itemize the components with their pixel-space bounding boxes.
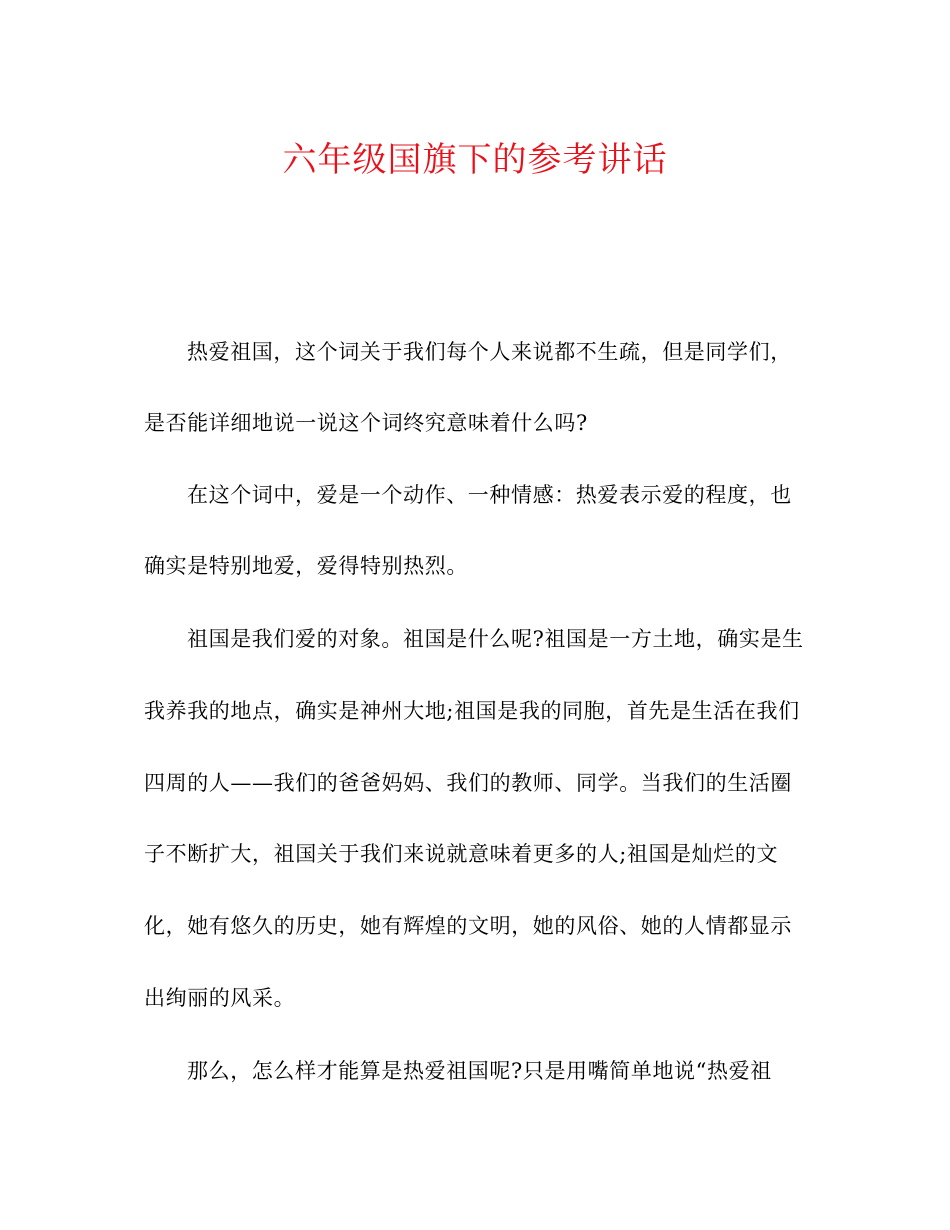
paragraph-2-line-2: 确实是特别地爱，爱得特别热烈。 bbox=[144, 554, 468, 578]
paragraph-2-line-1: 在这个词中，爱是一个动作、一种情感：热爱表示爱的程度，也 bbox=[187, 483, 792, 507]
paragraph-3-line-2: 我养我的地点，确实是神州大地;祖国是我的同胞，首先是生活在我们 bbox=[144, 699, 800, 723]
paragraph-1-line-2: 是否能详细地说一说这个词终究意味着什么吗? bbox=[144, 411, 588, 435]
paragraph-3-line-5: 化，她有悠久的历史，她有辉煌的文明，她的风俗、她的人情都显示 bbox=[144, 914, 792, 938]
paragraph-3-line-4: 子不断扩大，祖国关于我们来说就意味着更多的人;祖国是灿烂的文 bbox=[144, 842, 779, 866]
paragraph-4-line-1: 那么，怎么样才能算是热爱祖国呢?只是用嘴简单地说“热爱祖 bbox=[187, 1059, 772, 1083]
paragraph-3-line-3: 四周的人——我们的爸爸妈妈、我们的教师、同学。当我们的生活圈 bbox=[144, 771, 792, 795]
document-title: 六年级国旗下的参考讲话 bbox=[282, 140, 668, 180]
paragraph-3-line-1: 祖国是我们爱的对象。祖国是什么呢?祖国是一方土地，确实是生 bbox=[187, 627, 804, 651]
paragraph-3-line-6: 出绚丽的风采。 bbox=[144, 986, 296, 1010]
paragraph-1-line-1: 热爱祖国，这个词关于我们每个人来说都不生疏，但是同学们， bbox=[187, 340, 792, 364]
